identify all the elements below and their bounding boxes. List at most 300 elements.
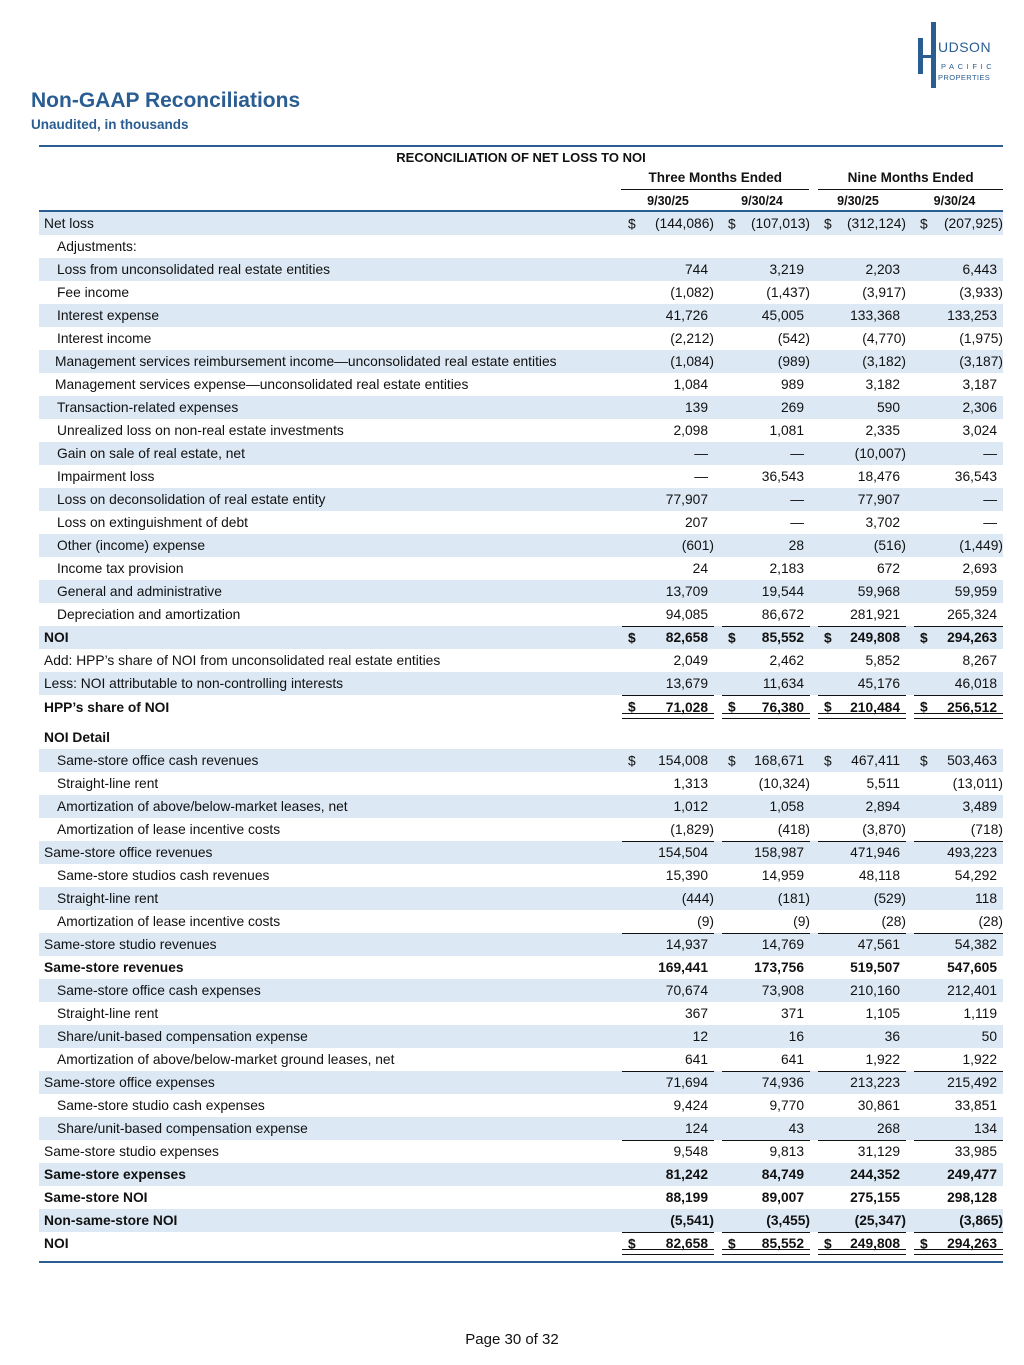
row-value [818, 956, 906, 979]
value-text: (144,086) [654, 216, 714, 231]
table-row [39, 1048, 1003, 1071]
row-label: Loss on extinguishment of debt [57, 515, 248, 530]
row-value [818, 511, 906, 534]
row-value [818, 350, 906, 373]
row-value [722, 933, 810, 956]
row-value [914, 1186, 1003, 1209]
value-text: 244,352 [850, 1167, 900, 1182]
value-text: 471,946 [850, 845, 900, 860]
row-label: Gain on sale of real estate, net [57, 446, 245, 461]
header-periods [39, 190, 1003, 212]
value-text: (1,975) [959, 331, 1003, 346]
row-value [818, 1232, 906, 1255]
value-text: 590 [876, 400, 900, 415]
value-text: 210,484 [850, 699, 900, 715]
row-value [722, 212, 810, 235]
row-value [818, 626, 906, 649]
value-text: 50 [981, 1029, 997, 1044]
row-value [622, 442, 714, 465]
value-text: 207 [684, 515, 708, 530]
row-value [818, 695, 906, 719]
row-value [914, 511, 1003, 534]
value-text: (444) [681, 891, 714, 906]
company-logo [915, 18, 1005, 86]
row-label: Amortization of above/below-market ground leases, net [57, 1052, 395, 1067]
value-text: 71,028 [665, 699, 708, 715]
row-label: Net loss [44, 216, 94, 231]
row-value [914, 1071, 1003, 1094]
dollar-sign: $ [920, 699, 928, 715]
value-text: 94,085 [665, 607, 708, 622]
dollar-sign: $ [628, 699, 636, 715]
row-value [622, 749, 714, 772]
row-value [622, 1002, 714, 1025]
value-text: 28 [788, 538, 804, 553]
table-row [39, 1002, 1003, 1025]
row-value [722, 235, 810, 258]
value-text: 77,907 [665, 492, 708, 507]
value-text: (3,870) [862, 822, 906, 837]
value-text: 124 [684, 1121, 708, 1136]
row-value [914, 1232, 1003, 1255]
value-text: 2,049 [673, 653, 708, 668]
row-label: Non-same-store NOI [44, 1213, 178, 1228]
value-text: 73,908 [761, 983, 804, 998]
value-text: 33,985 [954, 1144, 997, 1159]
row-value [818, 1071, 906, 1094]
dollar-sign: $ [824, 753, 832, 768]
row-value [818, 235, 906, 258]
row-value [622, 396, 714, 419]
table-row [39, 511, 1003, 534]
row-value [722, 281, 810, 304]
row-value [622, 1094, 714, 1117]
value-text: 641 [780, 1052, 804, 1067]
dollar-sign: $ [824, 216, 832, 231]
row-value [914, 726, 1003, 749]
row-label: Interest expense [57, 308, 160, 323]
row-value [622, 304, 714, 327]
row-value [914, 1163, 1003, 1186]
table-row [39, 580, 1003, 603]
table-row [39, 841, 1003, 864]
table-body [39, 212, 1003, 1255]
value-text: 13,709 [665, 584, 708, 599]
row-spacer [39, 719, 1003, 726]
row-value [914, 1209, 1003, 1232]
value-text: (1,437) [766, 285, 810, 300]
value-text: 3,024 [962, 423, 997, 438]
row-label: NOI Detail [44, 730, 110, 745]
value-text: 5,511 [866, 776, 900, 791]
row-value [622, 235, 714, 258]
value-text: 1,084 [673, 377, 708, 392]
value-text: 45,176 [857, 676, 900, 691]
row-value [622, 511, 714, 534]
value-text: 14,769 [761, 937, 804, 952]
row-value [622, 580, 714, 603]
value-text: — [983, 492, 997, 507]
row-value [622, 818, 714, 841]
table-row [39, 1186, 1003, 1209]
period-header: 9/30/24 [933, 194, 976, 208]
table-row [39, 603, 1003, 626]
group-three-months: Three Months Ended [621, 168, 809, 190]
value-text: (25,347) [854, 1213, 906, 1228]
dollar-sign: $ [728, 699, 736, 715]
value-text: 1,922 [865, 1052, 900, 1067]
row-label: Loss on deconsolidation of real estate entity [57, 492, 326, 507]
dollar-sign: $ [628, 1236, 636, 1251]
value-text: 672 [876, 561, 900, 576]
value-text: 154,504 [658, 845, 708, 860]
row-value [722, 580, 810, 603]
row-value [622, 258, 714, 281]
value-text: 3,702 [865, 515, 900, 530]
row-label: Straight-line rent [57, 776, 159, 791]
row-label: Management services reimbursement income—unconsolidated real estate entities [55, 354, 557, 369]
row-value [818, 841, 906, 864]
row-value [818, 979, 906, 1002]
value-text: 9,770 [769, 1098, 804, 1113]
row-value [818, 795, 906, 818]
row-label: HPP’s share of NOI [44, 699, 170, 715]
row-label: General and administrative [57, 584, 222, 599]
row-value [722, 726, 810, 749]
row-value [622, 626, 714, 649]
value-text: (10,324) [758, 776, 810, 791]
row-label: Transaction-related expenses [57, 400, 239, 415]
logo-line1: PACIFIC [941, 62, 996, 71]
dollar-sign: $ [824, 630, 832, 645]
value-text: 81,242 [665, 1167, 708, 1182]
table-row [39, 979, 1003, 1002]
row-value [818, 726, 906, 749]
value-text: 89,007 [761, 1190, 804, 1205]
table-row [39, 1209, 1003, 1232]
value-text: (3,865) [959, 1213, 1003, 1228]
row-value [622, 864, 714, 887]
value-text: 8,267 [962, 653, 997, 668]
value-text: 467,411 [851, 753, 900, 768]
row-value [914, 1117, 1003, 1140]
value-text: 74,936 [761, 1075, 804, 1090]
value-text: — [694, 446, 708, 461]
row-value [622, 557, 714, 580]
row-value [914, 649, 1003, 672]
value-text: (516) [873, 538, 906, 553]
row-value [722, 1071, 810, 1094]
row-value [818, 749, 906, 772]
table-row [39, 212, 1003, 235]
value-text: 641 [684, 1052, 708, 1067]
logo-line2: PROPERTIES [938, 73, 991, 82]
row-value [722, 864, 810, 887]
row-value [818, 1163, 906, 1186]
table-row [39, 726, 1003, 749]
row-value [622, 1117, 714, 1140]
value-text: 18,476 [857, 469, 900, 484]
value-text: 169,441 [658, 960, 708, 975]
row-value [722, 672, 810, 695]
table-row [39, 373, 1003, 396]
value-text: (2,212) [670, 331, 714, 346]
page-title: Non-GAAP Reconciliations [31, 89, 301, 112]
value-text: (542) [777, 331, 810, 346]
value-text: — [790, 446, 804, 461]
row-value [914, 557, 1003, 580]
row-value [914, 910, 1003, 933]
dollar-sign: $ [628, 216, 636, 231]
row-value [818, 603, 906, 626]
row-value [818, 465, 906, 488]
row-value [622, 373, 714, 396]
row-value [622, 327, 714, 350]
row-value [914, 979, 1003, 1002]
value-text: (3,187) [959, 354, 1003, 369]
value-text: (3,917) [862, 285, 906, 300]
value-text: 3,182 [865, 377, 900, 392]
row-value [818, 1140, 906, 1163]
value-text: 281,921 [850, 607, 900, 622]
row-value [622, 772, 714, 795]
row-value [914, 749, 1003, 772]
value-text: (9) [697, 914, 714, 929]
value-text: 547,605 [947, 960, 997, 975]
row-value [818, 772, 906, 795]
value-text: 5,852 [865, 653, 900, 668]
dollar-sign: $ [920, 216, 928, 231]
value-text: 519,507 [850, 960, 900, 975]
table-row [39, 350, 1003, 373]
row-value [914, 841, 1003, 864]
row-value [722, 304, 810, 327]
value-text: 85,552 [761, 1236, 804, 1251]
row-value [818, 649, 906, 672]
table-row [39, 419, 1003, 442]
value-text: 1,922 [962, 1052, 997, 1067]
row-value [722, 511, 810, 534]
row-value [818, 672, 906, 695]
table-row [39, 1094, 1003, 1117]
value-text: 48,118 [858, 868, 900, 883]
value-text: 503,463 [947, 753, 997, 768]
value-text: 1,012 [673, 799, 708, 814]
dollar-sign: $ [920, 1236, 928, 1251]
row-label: Same-store expenses [44, 1167, 186, 1182]
row-value [818, 887, 906, 910]
value-text: 249,808 [850, 1236, 900, 1251]
row-value [914, 212, 1003, 235]
row-value [622, 672, 714, 695]
value-text: 82,658 [665, 630, 708, 645]
value-text: 41,726 [665, 308, 708, 323]
row-value [818, 1117, 906, 1140]
row-value [722, 557, 810, 580]
dollar-sign: $ [920, 630, 928, 645]
value-text: 2,462 [769, 653, 804, 668]
table-row [39, 1163, 1003, 1186]
row-label: Depreciation and amortization [57, 607, 241, 622]
table-row [39, 1140, 1003, 1163]
row-value [914, 933, 1003, 956]
row-value [914, 772, 1003, 795]
table-row [39, 864, 1003, 887]
table-row [39, 396, 1003, 419]
table-row [39, 626, 1003, 649]
value-text: (28) [978, 914, 1003, 929]
row-value [914, 887, 1003, 910]
value-text: 173,756 [754, 960, 804, 975]
row-value [622, 1163, 714, 1186]
value-text: 294,263 [947, 630, 997, 645]
value-text: 158,987 [754, 845, 804, 860]
row-value [722, 350, 810, 373]
value-text: (718) [970, 822, 1003, 837]
row-value [818, 1186, 906, 1209]
row-value [622, 603, 714, 626]
row-value [914, 235, 1003, 258]
value-text: 2,335 [865, 423, 900, 438]
row-value [722, 1025, 810, 1048]
row-value [818, 396, 906, 419]
value-text: — [790, 515, 804, 530]
row-value [914, 580, 1003, 603]
row-value [818, 933, 906, 956]
value-text: 36 [884, 1029, 900, 1044]
row-label: Unrealized loss on non-real estate investments [57, 423, 344, 438]
value-text: 9,548 [673, 1144, 708, 1159]
value-text: (418) [777, 822, 810, 837]
value-text: 43 [788, 1121, 804, 1136]
row-label: Same-store revenues [44, 960, 184, 975]
value-text: (312,124) [846, 216, 906, 231]
value-text: 2,098 [673, 423, 708, 438]
row-value [818, 910, 906, 933]
row-value [914, 419, 1003, 442]
row-label: Share/unit-based compensation expense [57, 1029, 308, 1044]
row-value [622, 1071, 714, 1094]
table-row [39, 488, 1003, 511]
value-text: (601) [681, 538, 714, 553]
value-text: 19,544 [761, 584, 804, 599]
row-value [914, 281, 1003, 304]
row-label: Same-store NOI [44, 1190, 148, 1205]
value-text: (10,007) [854, 446, 906, 461]
row-value [818, 1002, 906, 1025]
row-value [722, 956, 810, 979]
row-value [622, 841, 714, 864]
row-value [818, 281, 906, 304]
table-row [39, 304, 1003, 327]
dollar-sign: $ [628, 753, 636, 768]
value-text: 85,552 [761, 630, 804, 645]
row-label: Impairment loss [57, 469, 155, 484]
value-text: (181) [777, 891, 810, 906]
table-row [39, 695, 1003, 719]
dollar-sign: $ [824, 699, 832, 715]
table-row [39, 818, 1003, 841]
row-value [818, 534, 906, 557]
row-value [722, 979, 810, 1002]
value-text: 3,187 [962, 377, 997, 392]
row-label: Amortization of lease incentive costs [57, 822, 281, 837]
value-text: 139 [684, 400, 708, 415]
value-text: 14,959 [761, 868, 804, 883]
dollar-sign: $ [628, 630, 636, 645]
row-label: Amortization of above/below-market leases, net [57, 799, 348, 814]
row-value [722, 1002, 810, 1025]
value-text: 989 [780, 377, 804, 392]
row-value [818, 1025, 906, 1048]
row-value [722, 772, 810, 795]
value-text: 2,203 [865, 262, 900, 277]
value-text: (5,541) [670, 1213, 714, 1228]
value-text: 154,008 [658, 753, 708, 768]
row-value [722, 1140, 810, 1163]
value-text: (529) [873, 891, 906, 906]
value-text: 212,401 [947, 983, 997, 998]
row-label: Add: HPP’s share of NOI from unconsolidated real estate entities [44, 653, 441, 668]
row-value [722, 396, 810, 419]
value-text: 249,808 [850, 630, 900, 645]
row-value [914, 1002, 1003, 1025]
row-label: Same-store office revenues [44, 845, 213, 860]
row-value [622, 212, 714, 235]
table-row [39, 649, 1003, 672]
logo-crossbar [918, 55, 936, 58]
row-value [914, 695, 1003, 719]
value-text: 275,155 [850, 1190, 900, 1205]
value-text: 298,128 [947, 1190, 997, 1205]
value-text: 77,907 [857, 492, 900, 507]
value-text: 36,543 [761, 469, 804, 484]
row-value [622, 1140, 714, 1163]
value-text: 210,160 [850, 983, 900, 998]
value-text: 294,263 [947, 1236, 997, 1251]
table-row [39, 534, 1003, 557]
row-value [622, 1186, 714, 1209]
row-label: Same-store office expenses [44, 1075, 215, 1090]
value-text: — [790, 492, 804, 507]
row-value [722, 818, 810, 841]
row-value [622, 649, 714, 672]
value-text: 47,561 [857, 937, 900, 952]
value-text: 76,380 [761, 699, 804, 715]
table-row [39, 442, 1003, 465]
table-row [39, 465, 1003, 488]
value-text: (1,829) [670, 822, 714, 837]
value-text: 9,813 [769, 1144, 804, 1159]
row-value [914, 1048, 1003, 1071]
period-header: 9/30/25 [647, 194, 689, 208]
value-text: 54,382 [954, 937, 997, 952]
table-row [39, 933, 1003, 956]
value-text: 30,861 [857, 1098, 900, 1113]
row-value [722, 910, 810, 933]
row-value [914, 373, 1003, 396]
value-text: 168,671 [754, 753, 804, 768]
row-value [818, 557, 906, 580]
row-value [914, 864, 1003, 887]
row-value [818, 442, 906, 465]
value-text: 24 [692, 561, 708, 576]
reconciliation-table [39, 145, 1003, 1263]
row-value [914, 956, 1003, 979]
row-value [914, 818, 1003, 841]
value-text: 33,851 [954, 1098, 997, 1113]
row-value [818, 373, 906, 396]
